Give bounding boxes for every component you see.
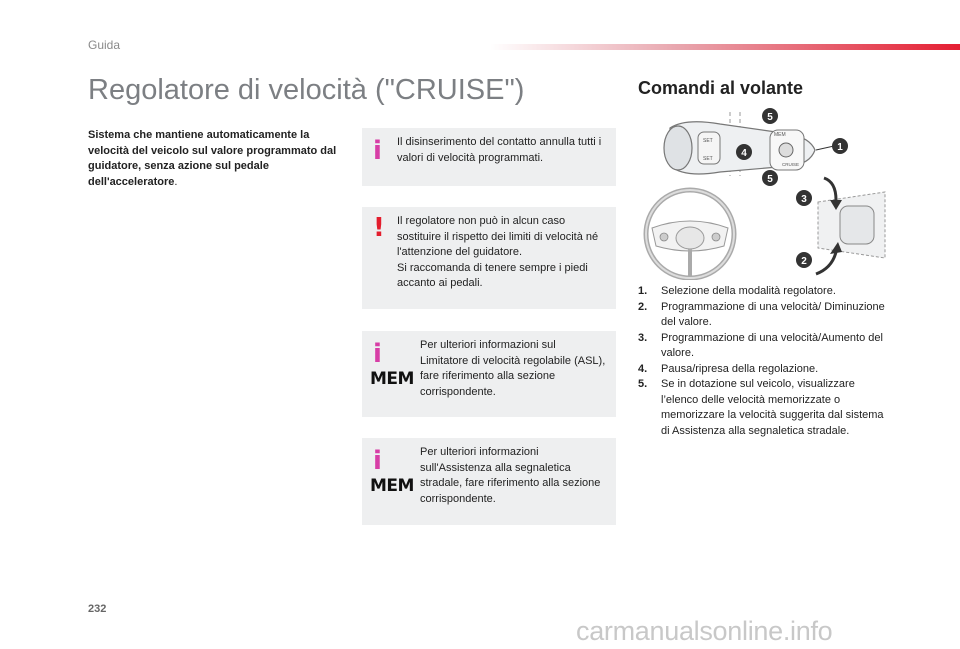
mem-badge: MEM bbox=[370, 369, 414, 389]
steering-controls-figure bbox=[640, 106, 890, 280]
svg-text:4: 4 bbox=[741, 148, 747, 159]
callout-2 bbox=[796, 252, 812, 268]
svg-text:1: 1 bbox=[837, 142, 843, 153]
figure-set-label: SET bbox=[703, 156, 713, 162]
stalk-arrows bbox=[796, 178, 885, 274]
info-icon: i bbox=[373, 136, 382, 166]
legend-item: 2. Programmazione di una velocità/ Diminuzione del valore. bbox=[638, 300, 885, 328]
info-note-sign-assist-text: Per ulteriori informazioni sull'Assistenza alla segnaletica stradale, fare riferimento alla sezione corrispondente. bbox=[420, 446, 601, 505]
warning-line-1: Il regolatore non può in alcun caso sostituire il rispetto dei limiti di velocità né l'attenzione del guidatore. bbox=[397, 215, 599, 258]
svg-text:2: 2 bbox=[801, 256, 807, 267]
info-icon: i bbox=[373, 339, 382, 369]
mem-badge: MEM bbox=[370, 476, 414, 496]
intro-tail: . bbox=[174, 175, 178, 188]
legend-item: 4. Pausa/ripresa della regolazione. bbox=[638, 362, 819, 375]
page-title: Regolatore di velocità ("CRUISE") bbox=[88, 74, 525, 106]
page-number: 232 bbox=[88, 603, 107, 615]
intro-bold-text: Sistema che mantiene automaticamente la velocità del veicolo sul valore programmato dal guidatore, senza azione sul pedale dell'acceleratore bbox=[88, 129, 337, 188]
info-note-asl-text: Per ulteriori informazioni sul Limitatore di velocità regolabile (ASL), fare riferimento alla sezione corrispondente. bbox=[420, 339, 606, 398]
svg-text:5: 5 bbox=[767, 174, 773, 185]
intro-paragraph bbox=[88, 128, 346, 190]
info-note-sign-assist bbox=[362, 438, 616, 525]
legend-item: 3. Programmazione di una velocità/Aumento del valore. bbox=[638, 331, 883, 359]
callout-1 bbox=[832, 138, 848, 154]
stalk-closeup bbox=[664, 108, 848, 186]
figure-set-label: SET bbox=[703, 138, 713, 144]
callout-5 bbox=[762, 170, 778, 186]
info-note-ignition bbox=[362, 128, 616, 186]
warning-line-2: Si raccomanda di tenere sempre i piedi accanto ai pedali. bbox=[397, 261, 588, 289]
warning-note-text bbox=[397, 214, 606, 292]
warning-note bbox=[362, 207, 616, 309]
callout-5 bbox=[762, 108, 778, 124]
svg-text:5: 5 bbox=[767, 112, 773, 123]
callout-3 bbox=[796, 190, 812, 206]
figure-cruise-label: CRUISE bbox=[782, 162, 800, 167]
info-icon: i bbox=[373, 446, 382, 476]
warning-icon: ! bbox=[373, 213, 385, 243]
info-note-asl bbox=[362, 331, 616, 417]
info-note-text: Il disinserimento del contatto annulla tutti i valori di velocità programmati. bbox=[397, 136, 602, 164]
legend-item: 5. Se in dotazione sul veicolo, visualizzare l’elenco delle velocità memorizzate o memorizzare la velocità suggerita dal sistema di Assistenza alla segnaletica stradale. bbox=[638, 378, 884, 437]
svg-text:3: 3 bbox=[801, 194, 807, 205]
steering-wheel bbox=[646, 190, 734, 278]
controls-legend bbox=[638, 284, 893, 439]
callout-4 bbox=[736, 144, 752, 160]
watermark-link[interactable]: carmanualsonline.info bbox=[576, 616, 833, 646]
controls-heading: Comandi al volante bbox=[638, 78, 804, 98]
legend-item: 1. Selezione della modalità regolatore. bbox=[638, 285, 836, 297]
figure-mem-label: MEM bbox=[774, 132, 786, 138]
header-accent-bar bbox=[490, 44, 960, 50]
section-label: Guida bbox=[88, 38, 121, 52]
